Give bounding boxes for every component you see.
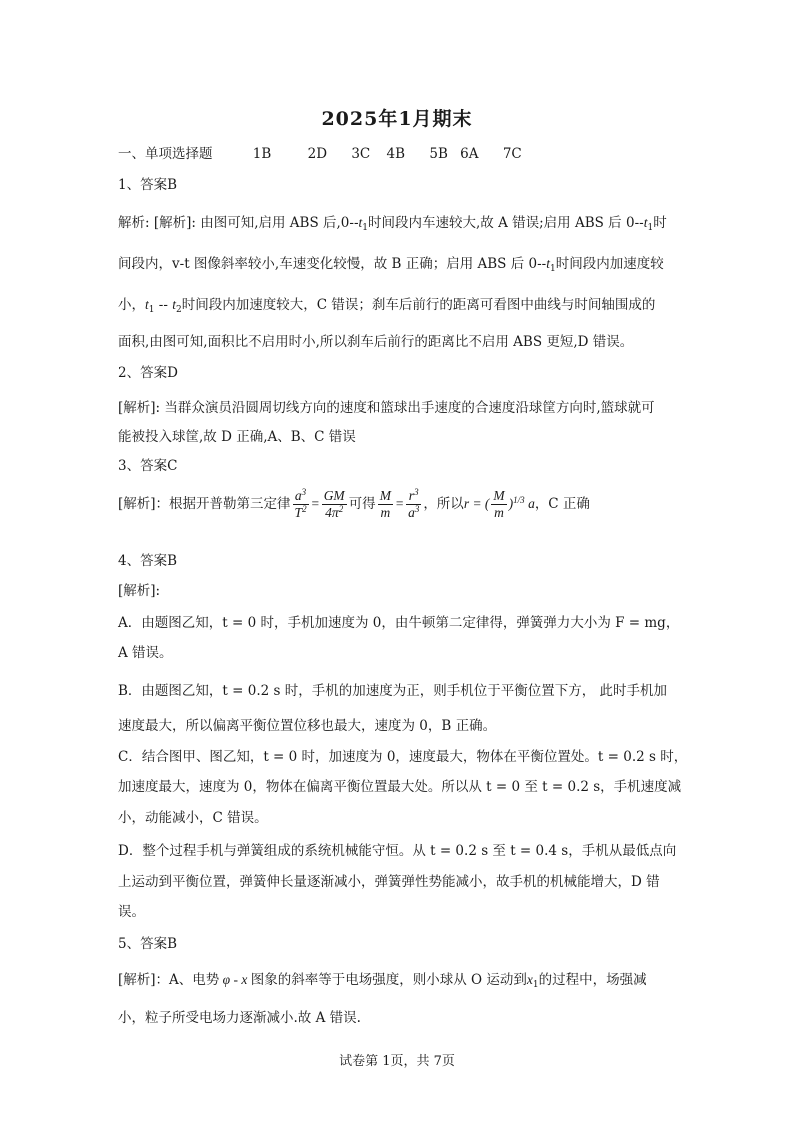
mc-answer: 6A: [460, 146, 479, 162]
q4-option-d-line: D．整个过程手机与弹簧组成的系统机械能守恒。从 t = 0.2 s 至 t = 0.4 s，手机从最低点向: [118, 843, 677, 859]
kepler-fraction-right: $\frac{GM}{4\pi^2}$: [323, 488, 345, 520]
q4-option-c-line: 加速度最大，速度为 0，物体在偏离平衡位置最大处。所以从 t = 0 至 t = 0.2 s，手机速度减: [118, 779, 682, 795]
mc-answer: 5B: [429, 146, 448, 162]
mc-answer: 4B: [386, 146, 406, 162]
q4-option-c-line: 小，动能减小，C 错误。: [118, 810, 268, 826]
mc-answer-row: [118, 146, 690, 162]
q3-answer: 3、答案C: [118, 458, 178, 474]
q2-answer: 2、答案D: [118, 365, 178, 381]
q5-explanation-line: 小，粒子所受电场力逐渐减小.故 A 错误.: [118, 1010, 361, 1026]
q1-explanation-line: 面积,由图可知,面积比不启用时小,所以刹车后前行的距离比不启用 ABS 更短,D 错误。: [118, 334, 634, 350]
mc-answer: 7C: [502, 146, 522, 162]
q1-answer: 1、答案B: [118, 177, 178, 193]
mc-answer: 1B: [252, 146, 272, 162]
mass-ratio-fraction: $\frac{M}{m}$: [379, 488, 391, 520]
q5-explanation-line: [解析]：A、电势 φ - x 图象的斜率等于电场强度，则小球从 O 运动到$x_1$的过程中，场强减: [118, 972, 647, 990]
page-title: 2025年1月期末: [321, 108, 473, 130]
q4-option-b-line: 速度最大，所以偏离平衡位置位移也最大，速度为 0，B 正确。: [118, 718, 497, 734]
mc-answer: 2D: [307, 146, 328, 162]
q4-option-c-line: C．结合图甲、图乙知，t = 0 时，加速度为 0，速度最大，物体在平衡位置处。t = 0.2 s 时，: [118, 749, 688, 765]
q1-explanation-line: 解析: [解析]: 由图可知,启用 ABS 后$,0--t_1$时间段内车速较大,故 A 错误;启用 ABS 后 $0--t_1$时: [118, 215, 667, 233]
q4-option-a-line: A．由题图乙知，t = 0 时，手机加速度为 0，由牛顿第二定律得，弹簧弹力大小为 F = mg，: [118, 615, 680, 631]
kepler-fraction-left: $\frac{a^3}{T^2}$: [294, 487, 307, 520]
q4-option-b-line: B．由题图乙知，t = 0.2 s 时，手机的加速度为正，则手机位于平衡位置下方， 此时手机加: [118, 683, 668, 699]
q4-option-a-line: A 错误。: [118, 645, 173, 661]
page-footer: 试卷第 1页，共 7页: [339, 1054, 455, 1069]
q1-explanation-line: 间段内，v-t 图像斜率较小,车速变化较慢，故 B 正确；启用 ABS 后 $0--t_1$时间段内加速度较: [118, 256, 664, 274]
q2-explanation-line: 能被投入球筐,故 D 正确,A、B、C 错误: [118, 429, 356, 445]
q4-option-d-line: 误。: [118, 904, 145, 920]
q4-explanation-label: [解析]:: [118, 583, 161, 599]
radius-ratio-fraction: $\frac{r^3}{a^3}$: [408, 487, 420, 520]
q3-explanation-line: [解析]：根据开普勒第三定律 $\frac{a^3}{T^2}$ = $\frac{GM}{4\pi^2}$ 可得 $\frac{M}{m}$ = $\frac{r^3}{a^3}$ ，所以r = ( $\frac{M}{m}$ )$^{1/3}$ a，C 正确: [118, 487, 590, 520]
q2-explanation-line: [解析]: 当群众演员沿圆周切线方向的速度和篮球出手速度的合速度沿球筐方向时,篮球就可: [118, 400, 655, 416]
mass-ratio-fraction-2: $\frac{M}{m}$: [493, 488, 505, 520]
q1-explanation-line: 小，$t_1 -- t_2$时间段内加速度较大，C 错误；刹车后前行的距离可看图中曲线与时间轴围成的: [118, 297, 656, 315]
mc-label: 一、单项选择题: [118, 146, 213, 162]
mc-answer: 3C: [351, 146, 371, 162]
q4-option-d-line: 上运动到平衡位置，弹簧伸长量逐渐减小，弹簧弹性势能减小，故手机的机械能增大，D 错: [118, 874, 660, 890]
q5-answer: 5、答案B: [118, 936, 178, 952]
q4-answer: 4、答案B: [118, 553, 178, 569]
